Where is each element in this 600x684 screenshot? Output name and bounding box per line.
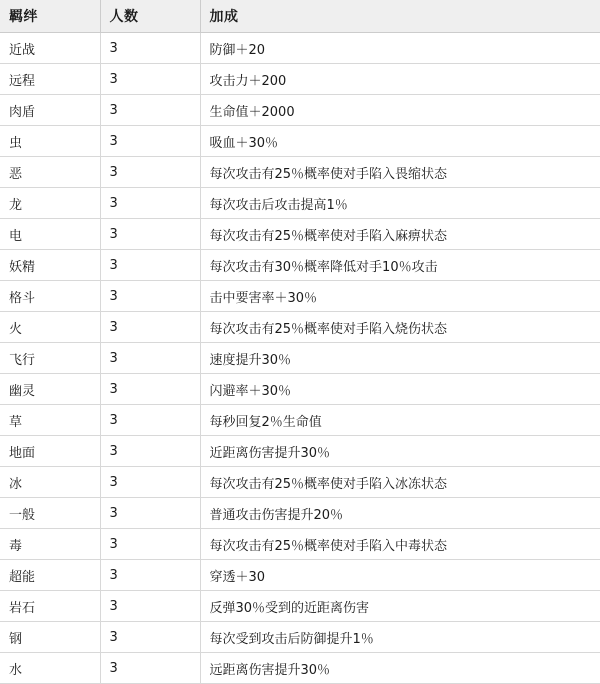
cell-bond-bonus: 吸血＋30％ [200,126,600,157]
table-row [0,250,600,281]
cell-bond-bonus: 每秒回复2％生命值 [200,405,600,436]
cell-bond-count: 3 [100,157,200,188]
cell-bond-count: 3 [100,250,200,281]
cell-bond-name: 毒 [0,529,100,560]
table-row [0,653,600,684]
cell-bond-count: 3 [100,281,200,312]
cell-bond-name: 虫 [0,126,100,157]
table-row [0,529,600,560]
cell-bond-count: 3 [100,188,200,219]
cell-bond-count: 3 [100,622,200,653]
table-row [0,622,600,653]
table-row [0,560,600,591]
cell-bond-name: 肉盾 [0,95,100,126]
cell-bond-name: 近战 [0,33,100,64]
cell-bond-bonus: 远距离伤害提升30％ [200,653,600,684]
cell-bond-name: 一般 [0,498,100,529]
cell-bond-bonus: 反弹30％受到的近距离伤害 [200,591,600,622]
table-row [0,188,600,219]
table-row [0,157,600,188]
cell-bond-count: 3 [100,33,200,64]
column-header-bonus: 加成 [200,0,600,33]
cell-bond-name: 飞行 [0,343,100,374]
cell-bond-count: 3 [100,529,200,560]
table-row [0,95,600,126]
cell-bond-bonus: 每次攻击有25％概率使对手陷入烧伤状态 [200,312,600,343]
cell-bond-name: 妖精 [0,250,100,281]
cell-bond-name: 草 [0,405,100,436]
cell-bond-name: 火 [0,312,100,343]
cell-bond-count: 3 [100,467,200,498]
cell-bond-bonus: 闪避率＋30％ [200,374,600,405]
cell-bond-count: 3 [100,405,200,436]
cell-bond-name: 格斗 [0,281,100,312]
cell-bond-count: 3 [100,219,200,250]
cell-bond-bonus: 攻击力＋200 [200,64,600,95]
cell-bond-name: 电 [0,219,100,250]
cell-bond-bonus: 每次攻击有25％概率使对手陷入畏缩状态 [200,157,600,188]
cell-bond-name: 冰 [0,467,100,498]
cell-bond-name: 远程 [0,64,100,95]
cell-bond-count: 3 [100,374,200,405]
cell-bond-name: 龙 [0,188,100,219]
cell-bond-count: 3 [100,126,200,157]
cell-bond-count: 3 [100,436,200,467]
cell-bond-bonus: 防御＋20 [200,33,600,64]
column-header-count: 人数 [100,0,200,33]
table-row [0,467,600,498]
cell-bond-bonus: 生命值＋2000 [200,95,600,126]
cell-bond-count: 3 [100,591,200,622]
table-row [0,219,600,250]
table-row [0,498,600,529]
table-row [0,312,600,343]
cell-bond-bonus: 每次攻击后攻击提高1％ [200,188,600,219]
table-row [0,64,600,95]
cell-bond-bonus: 每次攻击有25％概率使对手陷入麻痹状态 [200,219,600,250]
table-row [0,33,600,64]
cell-bond-name: 超能 [0,560,100,591]
table-row [0,343,600,374]
table-header [0,0,600,33]
cell-bond-count: 3 [100,95,200,126]
table-row [0,591,600,622]
cell-bond-bonus: 每次攻击有25％概率使对手陷入中毒状态 [200,529,600,560]
cell-bond-count: 3 [100,64,200,95]
table-row [0,374,600,405]
cell-bond-name: 恶 [0,157,100,188]
cell-bond-name: 水 [0,653,100,684]
cell-bond-bonus: 穿透＋30 [200,560,600,591]
cell-bond-count: 3 [100,312,200,343]
cell-bond-bonus: 每次受到攻击后防御提升1％ [200,622,600,653]
cell-bond-bonus: 速度提升30％ [200,343,600,374]
cell-bond-bonus: 近距离伤害提升30％ [200,436,600,467]
cell-bond-name: 幽灵 [0,374,100,405]
cell-bond-count: 3 [100,560,200,591]
cell-bond-name: 岩石 [0,591,100,622]
cell-bond-bonus: 每次攻击有25％概率使对手陷入冰冻状态 [200,467,600,498]
table-row [0,126,600,157]
cell-bond-bonus: 每次攻击有30％概率降低对手10％攻击 [200,250,600,281]
column-header-name: 羁绊 [0,0,100,33]
table-row [0,281,600,312]
cell-bond-count: 3 [100,498,200,529]
table-body [0,33,600,684]
cell-bond-name: 钢 [0,622,100,653]
cell-bond-count: 3 [100,653,200,684]
cell-bond-bonus: 击中要害率＋30％ [200,281,600,312]
table-row [0,405,600,436]
table-header-row [0,0,600,33]
cell-bond-name: 地面 [0,436,100,467]
table-row [0,436,600,467]
cell-bond-count: 3 [100,343,200,374]
cell-bond-bonus: 普通攻击伤害提升20％ [200,498,600,529]
